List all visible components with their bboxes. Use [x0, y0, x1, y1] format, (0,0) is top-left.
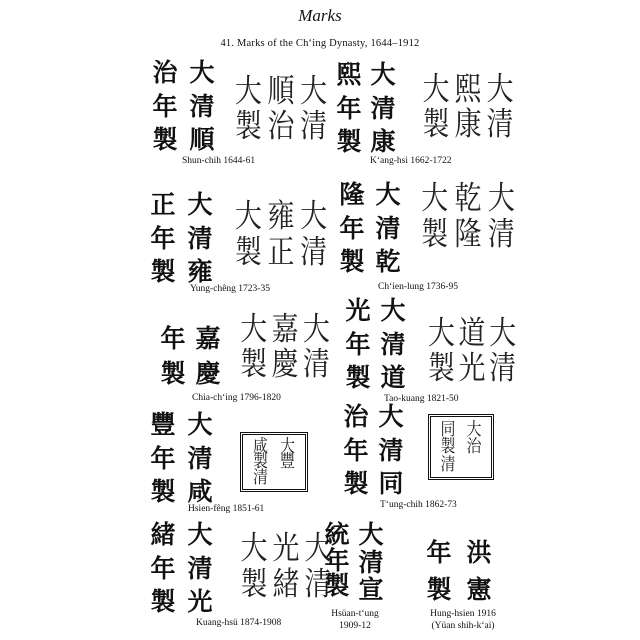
mark-character: 製	[150, 257, 176, 286]
mark-character: 熙	[336, 60, 362, 89]
mark-character: 乾	[375, 247, 401, 276]
seal-glyph: 咸	[252, 435, 268, 457]
seal-glyph: 清	[304, 565, 332, 603]
mark-character: 清	[378, 435, 404, 465]
mark-character: 光	[187, 587, 213, 616]
mark-character: 洪	[466, 538, 492, 567]
seal-glyph: 大	[427, 315, 455, 352]
mark-character: 年	[160, 324, 186, 353]
mark-character: 年	[150, 553, 176, 583]
seal-glyph: 大	[304, 529, 332, 567]
mark-character: 隆	[339, 180, 365, 209]
mark-character: 康	[370, 127, 396, 156]
reign-label: Tao-kuang 1821-50	[384, 394, 459, 404]
dynasty-column	[376, 404, 406, 496]
mark-character: 製	[343, 469, 369, 498]
mark-character: 製	[324, 571, 350, 600]
seal-mark	[238, 530, 334, 602]
mark-character: 同	[378, 469, 404, 498]
seal-glyph: 大	[234, 73, 262, 110]
mark-character: 年	[150, 223, 176, 253]
mark-character: 製	[426, 575, 452, 604]
seal-glyph: 大	[234, 197, 262, 235]
mark-character: 大	[375, 180, 401, 209]
dynasty-column	[185, 522, 215, 614]
reign-column	[158, 326, 188, 386]
seal-glyph: 緒	[272, 565, 300, 603]
mark-character: 年	[345, 329, 371, 359]
seal-glyph: 大	[300, 197, 328, 235]
seal-glyph: 製	[234, 108, 262, 145]
reign-column	[148, 522, 178, 614]
reign-column	[150, 60, 180, 152]
seal-glyph: 正	[267, 233, 295, 271]
seal-glyph: 製	[440, 435, 456, 458]
mark-character: 咸	[187, 477, 213, 506]
mark-character: 清	[187, 223, 213, 253]
reign-column	[322, 522, 352, 598]
mark-character: 清	[189, 91, 215, 121]
mark-character: 大	[358, 520, 384, 549]
seal-glyph: 清	[302, 346, 330, 383]
mark-character: 製	[339, 247, 365, 276]
reign-label	[320, 608, 390, 632]
reign-label: Hsien-fêng 1851-61	[188, 504, 265, 514]
mark-character: 大	[380, 296, 406, 325]
seal-glyph: 熙	[454, 71, 482, 108]
seal-glyph: 清	[486, 106, 514, 143]
mark-character: 緒	[150, 520, 176, 549]
mark-character: 製	[336, 127, 362, 156]
seal-glyph: 大	[279, 435, 295, 457]
seal-glyph: 大	[240, 311, 268, 348]
dynasty-column	[373, 182, 403, 274]
reign-column	[341, 404, 371, 496]
dynasty-column	[378, 298, 408, 390]
seal-glyph: 慶	[271, 346, 299, 383]
mark-character: 嘉	[195, 324, 221, 353]
dynasty-column	[356, 522, 386, 602]
reign-dates: (Yüan shih-k‘ai)	[431, 621, 495, 631]
dynasty-column	[185, 412, 215, 504]
mark-character: 年	[152, 91, 178, 121]
mark-character: 雍	[187, 257, 213, 286]
reign-label: T‘ung-chih 1862-73	[380, 500, 457, 510]
seal-mark	[420, 72, 516, 142]
seal-glyph: 大	[489, 315, 517, 352]
seal-glyph: 大	[487, 179, 515, 217]
mark-character: 憲	[466, 575, 492, 604]
reign-column	[148, 412, 178, 504]
seal-glyph: 大	[421, 179, 449, 217]
seal-glyph: 製	[422, 106, 450, 143]
mark-character: 大	[189, 58, 215, 87]
mark-character: 清	[375, 213, 401, 243]
mark-character: 年	[343, 435, 369, 465]
seal-glyph: 製	[427, 350, 455, 387]
reign-label: Kuang-hsü 1874-1908	[196, 618, 282, 628]
seal-glyph: 清	[252, 466, 268, 488]
mark-character: 清	[358, 547, 384, 577]
reign-label: Yung-chêng 1723-35	[190, 284, 270, 294]
seal-mark	[418, 180, 518, 252]
seal-glyph: 道	[458, 315, 486, 352]
dynasty-column	[185, 192, 215, 284]
mark-character: 製	[150, 477, 176, 506]
mark-character: 道	[380, 363, 406, 392]
mark-character: 治	[152, 58, 178, 87]
seal-glyph: 大	[486, 71, 514, 108]
mark-character: 宣	[358, 575, 384, 604]
seal-mark	[232, 198, 330, 270]
seal-glyph: 乾	[454, 179, 482, 217]
seal-glyph: 製	[252, 450, 268, 473]
mark-character: 正	[150, 190, 176, 219]
seal-glyph: 治	[267, 108, 295, 145]
dynasty-column	[368, 62, 398, 154]
mark-character: 大	[187, 410, 213, 439]
reign-label: Chia-ch‘ing 1796-1820	[192, 393, 281, 403]
seal-glyph: 豐	[279, 450, 295, 473]
seal-glyph: 清	[440, 453, 456, 475]
mark-character: 年	[324, 545, 350, 575]
seal-glyph: 同	[440, 418, 456, 440]
mark-character: 製	[152, 125, 178, 154]
mark-character: 順	[189, 125, 215, 154]
seal-mark	[232, 74, 330, 144]
reign-label: Ch‘ien-lung 1736-95	[378, 282, 458, 292]
reign-name: Hsüan-t‘ung	[331, 609, 379, 619]
seal-glyph: 清	[487, 215, 515, 253]
seal-glyph: 製	[240, 565, 268, 603]
reign-name: Hung-hsien 1916	[430, 609, 496, 619]
seal-glyph: 嘉	[271, 311, 299, 348]
mark-character: 光	[345, 296, 371, 325]
seal-glyph: 康	[454, 106, 482, 143]
dynasty-column	[464, 540, 494, 602]
reign-column	[337, 182, 367, 274]
seal-glyph: 大	[302, 311, 330, 348]
seal-glyph: 光	[458, 350, 486, 387]
seal-glyph: 製	[421, 215, 449, 253]
mark-character: 清	[187, 553, 213, 583]
mark-character: 豐	[150, 410, 176, 439]
mark-character: 大	[187, 520, 213, 549]
figure-caption: 41. Marks of the Ch‘ing Dynasty, 1644–1912	[220, 38, 420, 49]
dynasty-column	[193, 326, 223, 386]
mark-character: 慶	[195, 359, 221, 388]
seal-glyph: 雍	[267, 197, 295, 235]
seal-mark	[240, 432, 308, 492]
mark-character: 清	[187, 443, 213, 473]
mark-character: 大	[378, 402, 404, 431]
page-title: Marks	[298, 6, 342, 25]
reign-label: Shun-chih 1644-61	[182, 156, 256, 166]
mark-character: 大	[187, 190, 213, 219]
reign-label: K‘ang-hsi 1662-1722	[370, 156, 452, 166]
mark-character: 製	[160, 359, 186, 388]
mark-character: 年	[426, 538, 452, 567]
mark-character: 治	[343, 402, 369, 431]
reign-dates: 1909-12	[339, 621, 371, 631]
seal-glyph: 隆	[454, 215, 482, 253]
seal-mark	[426, 316, 518, 386]
seal-glyph: 治	[466, 435, 482, 458]
seal-glyph: 清	[489, 350, 517, 387]
seal-glyph: 製	[240, 346, 268, 383]
seal-glyph: 清	[300, 108, 328, 145]
seal-glyph: 大	[466, 418, 482, 440]
dynasty-column	[187, 60, 217, 152]
reign-column	[148, 192, 178, 284]
mark-character: 製	[150, 587, 176, 616]
seal-glyph: 順	[267, 73, 295, 110]
reign-label	[408, 608, 518, 632]
seal-glyph: 大	[422, 71, 450, 108]
reign-column	[343, 298, 373, 390]
mark-character: 清	[380, 329, 406, 359]
seal-glyph: 大	[240, 529, 268, 567]
seal-glyph: 光	[272, 529, 300, 567]
mark-character: 清	[370, 93, 396, 123]
seal-glyph: 製	[234, 233, 262, 271]
seal-glyph: 清	[300, 233, 328, 271]
mark-character: 統	[324, 520, 350, 549]
reign-column	[424, 540, 454, 602]
seal-mark	[428, 414, 494, 480]
reign-column	[334, 62, 364, 154]
mark-character: 年	[336, 93, 362, 123]
seal-glyph: 大	[300, 73, 328, 110]
mark-character: 大	[370, 60, 396, 89]
mark-character: 製	[345, 363, 371, 392]
mark-character: 年	[339, 213, 365, 243]
mark-character: 年	[150, 443, 176, 473]
seal-mark	[238, 312, 332, 382]
